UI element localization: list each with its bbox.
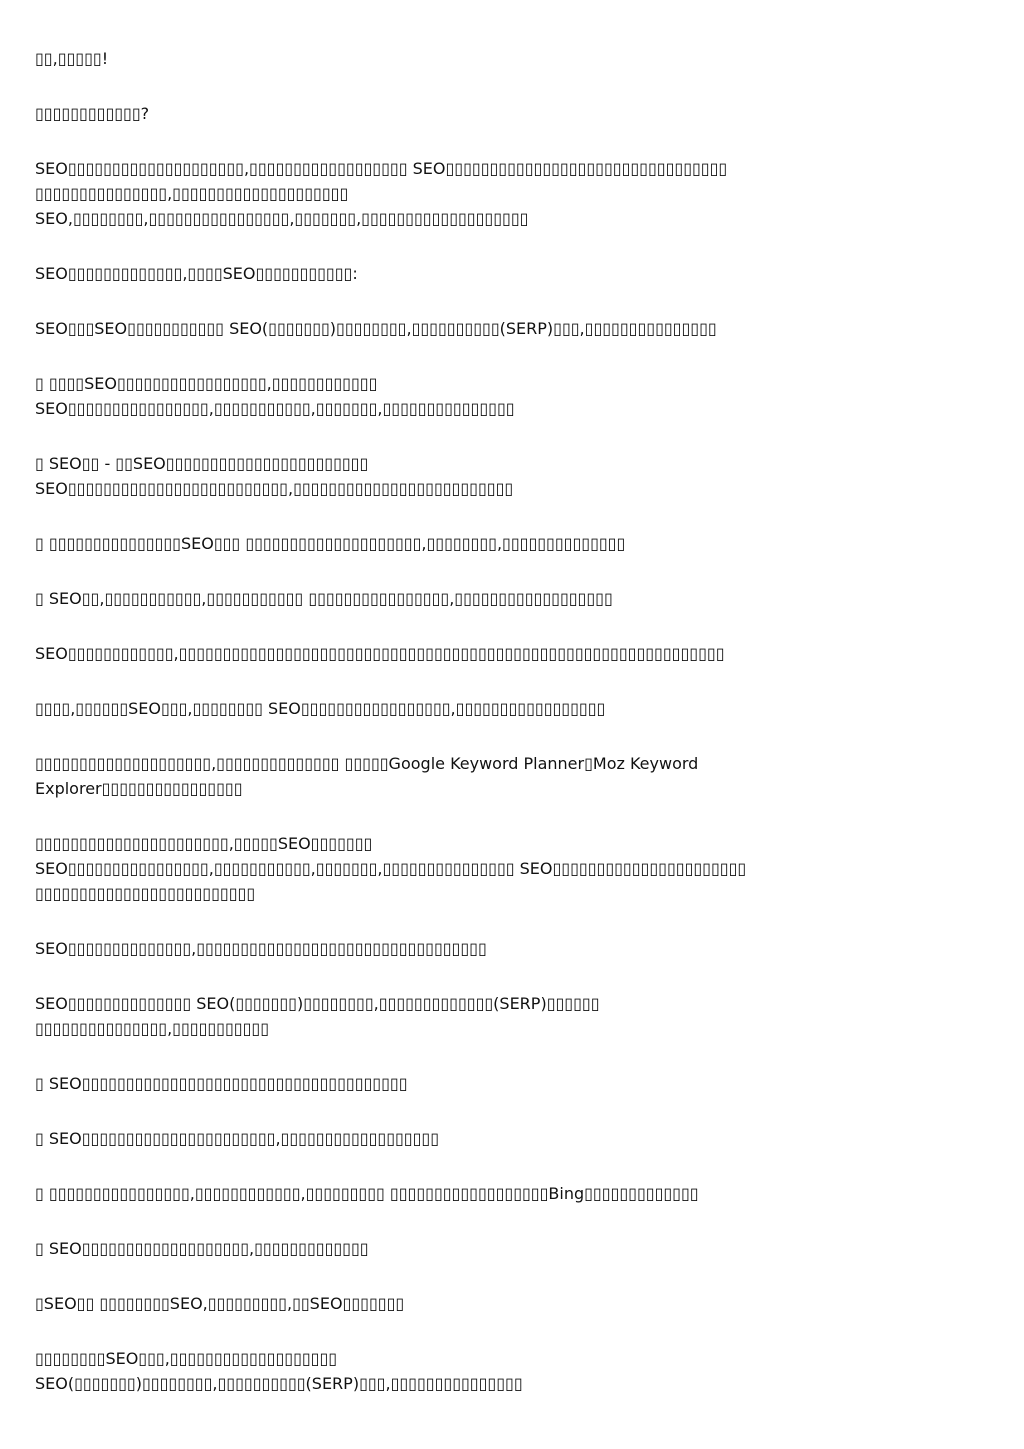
paragraph-line: ▯▯,▯▯▯▯▯! xyxy=(35,49,109,68)
paragraph-line: ▯▯▯▯▯▯▯▯▯▯▯▯▯▯▯▯▯▯▯▯▯▯▯▯▯ xyxy=(35,884,256,903)
paragraph xyxy=(35,531,988,556)
paragraph xyxy=(35,371,988,421)
paragraph-line: ▯▯▯▯▯▯▯▯▯▯▯▯▯▯▯▯▯▯▯▯,▯▯▯▯▯▯▯▯▯▯▯▯▯▯ ▯▯▯▯▯Google Keyword Planner▯Moz Keyword xyxy=(35,754,699,773)
paragraph-line: ▯SEO▯▯ ▯▯▯▯▯▯▯▯SEO,▯▯▯▯▯▯▯▯▯,▯▯SEO▯▯▯▯▯▯▯ xyxy=(35,1294,405,1313)
paragraph xyxy=(35,1071,988,1096)
paragraph xyxy=(35,641,988,666)
paragraph xyxy=(35,586,988,611)
paragraph xyxy=(35,1346,988,1396)
paragraph-line: ▯ SEO▯▯,▯▯▯▯▯▯▯▯▯▯▯,▯▯▯▯▯▯▯▯▯▯▯ ▯▯▯▯▯▯▯▯▯▯▯▯▯▯▯▯,▯▯▯▯▯▯▯▯▯▯▯▯▯▯▯▯▯▯ xyxy=(35,589,613,608)
paragraph-line: SEO▯▯▯▯▯▯▯▯▯▯▯▯▯▯▯▯,▯▯▯▯▯▯▯▯▯▯▯,▯▯▯▯▯▯▯,▯▯▯▯▯▯▯▯▯▯▯▯▯▯▯ xyxy=(35,399,515,418)
paragraph-line: ▯ SEO▯▯ - ▯▯SEO▯▯▯▯▯▯▯▯▯▯▯▯▯▯▯▯▯▯▯▯▯▯▯ xyxy=(35,454,369,473)
paragraph-line: SEO▯▯▯▯▯▯▯▯▯▯▯▯,▯▯▯▯▯▯▯▯▯▯▯▯▯▯▯▯▯▯▯▯▯▯▯▯▯▯▯▯▯▯▯▯▯▯▯▯▯▯▯▯▯▯▯▯▯▯▯▯▯▯▯▯▯▯▯▯▯▯▯▯▯▯ xyxy=(35,644,725,663)
paragraph-line: Explorer▯▯▯▯▯▯▯▯▯▯▯▯▯▯▯▯ xyxy=(35,779,243,798)
paragraph-line: ▯▯▯▯▯▯▯▯SEO▯▯▯,▯▯▯▯▯▯▯▯▯▯▯▯▯▯▯▯▯▯▯ xyxy=(35,1349,338,1368)
paragraph xyxy=(35,46,988,71)
paragraph xyxy=(35,316,988,341)
paragraph-line: ▯ SEO▯▯▯▯▯▯▯▯▯▯▯▯▯▯▯▯▯▯▯▯▯▯,▯▯▯▯▯▯▯▯▯▯▯▯▯▯▯▯▯▯ xyxy=(35,1129,440,1148)
paragraph-line: ▯▯▯▯▯▯▯▯▯▯▯▯▯▯▯,▯▯▯▯▯▯▯▯▯▯▯ xyxy=(35,1019,270,1038)
paragraph-line: ▯ SEO▯▯▯▯▯▯▯▯▯▯▯▯▯▯▯▯▯▯▯▯▯▯▯▯▯▯▯▯▯▯▯▯▯▯▯▯▯ xyxy=(35,1074,408,1093)
paragraph-line: SEO▯▯▯▯▯▯▯▯▯▯▯▯▯▯▯▯▯▯▯▯,▯▯▯▯▯▯▯▯▯▯▯▯▯▯▯▯▯▯ SEO▯▯▯▯▯▯▯▯▯▯▯▯▯▯▯▯▯▯▯▯▯▯▯▯▯▯▯▯▯▯▯▯ xyxy=(35,159,728,178)
paragraph xyxy=(35,1236,988,1261)
paragraph-line: SEO▯▯▯▯▯▯▯▯▯▯▯▯▯▯▯▯▯▯▯▯▯▯▯▯▯,▯▯▯▯▯▯▯▯▯▯▯▯▯▯▯▯▯▯▯▯▯▯▯▯▯ xyxy=(35,479,514,498)
paragraph-line: ▯▯▯▯▯▯▯▯▯▯▯▯? xyxy=(35,104,150,123)
paragraph xyxy=(35,451,988,501)
paragraph xyxy=(35,936,988,961)
paragraph xyxy=(35,751,988,801)
paragraph-line: ▯▯▯▯▯▯▯▯▯▯▯▯▯▯▯▯▯▯▯▯▯▯,▯▯▯▯▯SEO▯▯▯▯▯▯▯ xyxy=(35,834,373,853)
paragraph-line: ▯ ▯▯▯▯▯▯▯▯▯▯▯▯▯▯▯SEO▯▯▯ ▯▯▯▯▯▯▯▯▯▯▯▯▯▯▯▯▯▯▯▯,▯▯▯▯▯▯▯▯,▯▯▯▯▯▯▯▯▯▯▯▯▯▯ xyxy=(35,534,626,553)
paragraph xyxy=(35,1291,988,1316)
paragraph xyxy=(35,261,988,286)
paragraph xyxy=(35,156,988,231)
paragraph-line: SEO(▯▯▯▯▯▯▯)▯▯▯▯▯▯▯▯,▯▯▯▯▯▯▯▯▯▯(SERP)▯▯▯,▯▯▯▯▯▯▯▯▯▯▯▯▯▯▯ xyxy=(35,1374,523,1393)
paragraph-line: ▯▯▯▯,▯▯▯▯▯▯SEO▯▯▯,▯▯▯▯▯▯▯▯ SEO▯▯▯▯▯▯▯▯▯▯▯▯▯▯▯▯▯,▯▯▯▯▯▯▯▯▯▯▯▯▯▯▯▯▯ xyxy=(35,699,606,718)
paragraph-line: SEO▯▯▯▯▯▯▯▯▯▯▯▯▯▯,▯▯▯▯▯▯▯▯▯▯▯▯▯▯▯▯▯▯▯▯▯▯▯▯▯▯▯▯▯▯▯▯▯ xyxy=(35,939,487,958)
paragraph-line: SEO▯▯▯▯▯▯▯▯▯▯▯▯▯,▯▯▯▯SEO▯▯▯▯▯▯▯▯▯▯▯: xyxy=(35,264,358,283)
paragraph xyxy=(35,1181,988,1206)
paragraph xyxy=(35,1126,988,1151)
paragraph-line: SEO▯▯▯SEO▯▯▯▯▯▯▯▯▯▯▯ SEO(▯▯▯▯▯▯▯)▯▯▯▯▯▯▯▯,▯▯▯▯▯▯▯▯▯▯(SERP)▯▯▯,▯▯▯▯▯▯▯▯▯▯▯▯▯▯▯ xyxy=(35,319,717,338)
paragraph-line: ▯ ▯▯▯▯▯▯▯▯▯▯▯▯▯▯▯▯,▯▯▯▯▯▯▯▯▯▯▯▯,▯▯▯▯▯▯▯▯▯ ▯▯▯▯▯▯▯▯▯▯▯▯▯▯▯▯▯▯Bing▯▯▯▯▯▯▯▯▯▯▯▯▯ xyxy=(35,1184,699,1203)
paragraph-line: SEO▯▯▯▯▯▯▯▯▯▯▯▯▯▯ SEO(▯▯▯▯▯▯▯)▯▯▯▯▯▯▯▯,▯▯▯▯▯▯▯▯▯▯▯▯▯(SERP)▯▯▯▯▯▯ xyxy=(35,994,600,1013)
paragraph xyxy=(35,831,988,906)
paragraph-line: SEO,▯▯▯▯▯▯▯▯,▯▯▯▯▯▯▯▯▯▯▯▯▯▯▯▯,▯▯▯▯▯▯▯,▯▯▯▯▯▯▯▯▯▯▯▯▯▯▯▯▯▯▯ xyxy=(35,209,529,228)
paragraph-line: SEO▯▯▯▯▯▯▯▯▯▯▯▯▯▯▯▯,▯▯▯▯▯▯▯▯▯▯▯,▯▯▯▯▯▯▯,▯▯▯▯▯▯▯▯▯▯▯▯▯▯▯ SEO▯▯▯▯▯▯▯▯▯▯▯▯▯▯▯▯▯▯▯▯▯▯ xyxy=(35,859,747,878)
paragraph-line: ▯▯▯▯▯▯▯▯▯▯▯▯▯▯▯,▯▯▯▯▯▯▯▯▯▯▯▯▯▯▯▯▯▯▯▯ xyxy=(35,184,349,203)
paragraph xyxy=(35,991,988,1041)
paragraph xyxy=(35,696,988,721)
paragraph-line: ▯ ▯▯▯▯SEO▯▯▯▯▯▯▯▯▯▯▯▯▯▯▯▯▯,▯▯▯▯▯▯▯▯▯▯▯▯ xyxy=(35,374,378,393)
paragraph xyxy=(35,101,988,126)
paragraph-line: ▯ SEO▯▯▯▯▯▯▯▯▯▯▯▯▯▯▯▯▯▯▯,▯▯▯▯▯▯▯▯▯▯▯▯▯ xyxy=(35,1239,369,1258)
